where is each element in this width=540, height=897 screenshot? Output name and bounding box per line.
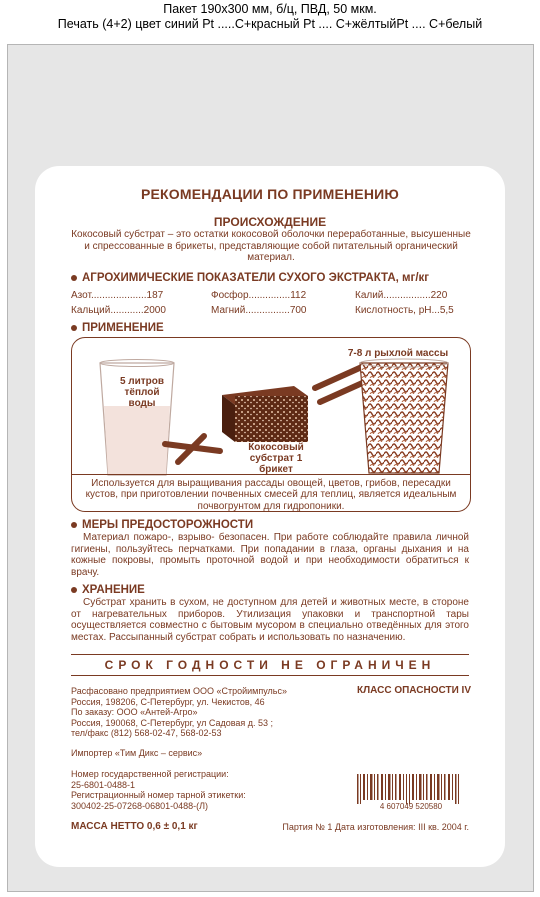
agro-item-calcium: Кальций............2000 — [71, 305, 166, 316]
usage-diagram — [71, 337, 471, 512]
packer-line: Россия, 198206, С-Петербург, ул. Чекистов, 46 — [71, 696, 265, 707]
bullet-icon — [71, 325, 77, 331]
packer-line: Россия, 190068, С-Петербург, ул Садовая д. 53 ; — [71, 717, 274, 728]
agro-heading-text: АГРОХИМИЧЕСКИЕ ПОКАЗАТЕЛИ СУХОГО ЭКСТРАКТА, мг/кг — [82, 272, 430, 284]
usage-heading — [71, 322, 164, 334]
water-label: 5 литров тёплой воды — [119, 376, 165, 409]
coconut-brick-icon — [222, 386, 308, 442]
agro-item-potassium: Калий.................220 — [355, 290, 448, 301]
hazard-class: КЛАСС ОПАСНОСТИ IV — [357, 685, 471, 696]
registration-line: 25-6801-0488-1 — [71, 779, 136, 790]
registration-info — [71, 769, 331, 811]
precautions-text: Материал пожаро-, взрыво- безопасен. При работе соблюдайте правила личной гигиены, пользуйтесь перчатками. При попадании в глаза, органы дыхания и на кожные покровы, промыть проточной водой и при необходимости обратиться к врачу. — [71, 532, 469, 578]
precautions-heading — [71, 519, 253, 531]
usage-heading-text: ПРИМЕНЕНИЕ — [82, 322, 164, 334]
storage-text: Субстрат хранить в сухом, не доступном для детей и животных месте, в стороне от нагревательных приборов. Утилизация упаковки и транспортной тары осуществляется совместно с бытовым мусором в специально отведённых для этого местах. Рассыпанный субстрат собрать и использовать по назначению. — [71, 597, 469, 643]
packer-line: Расфасовано предприятием ООО «Стройимпульс» — [71, 686, 287, 696]
print-spec-line-2: Печать (4+2) цвет синий Pt .....С+красный Pt .... С+жёлтыйPt .... С+белый — [57, 17, 483, 31]
batch-info: Партия № 1 Дата изготовления: III кв. 2004 г. — [282, 822, 469, 832]
agro-item-nitrogen: Азот....................187 — [71, 290, 164, 301]
registration-line: Номер государственной регистрации: — [71, 769, 229, 779]
barcode — [353, 774, 469, 812]
origin-heading: ПРОИСХОЖДЕНИЕ — [213, 215, 327, 229]
usage-text: Используется для выращивания рассады овощей, цветов, грибов, пересадки кустов, при приготовлении почвенных смесей для теплиц, является идеальным почвогрунтом для гидропоники. — [85, 478, 457, 512]
bullet-icon — [71, 587, 77, 593]
loose-substrate-glass-icon — [360, 359, 448, 473]
registration-line: Регистрационный номер тарной этикетки: — [71, 790, 246, 800]
net-mass: МАССА НЕТТО 0,6 ± 0,1 кг — [71, 821, 198, 832]
result-label: 7-8 л рыхлой массы — [347, 348, 449, 359]
packer-info — [71, 686, 331, 739]
bullet-icon — [71, 522, 77, 528]
page-title: РЕКОМЕНДАЦИИ ПО ПРИМЕНЕНИЮ — [140, 186, 400, 202]
registration-line: 300402-25-07268-06801-0488-(Л) — [71, 800, 209, 811]
label-card — [35, 166, 505, 867]
plus-icon — [165, 436, 220, 462]
shelf-life-banner: СРОК ГОДНОСТИ НЕ ОГРАНИЧЕН — [71, 654, 469, 676]
origin-text: Кокосовый субстрат – это остатки кокосовой оболочки переработанные, высушенные и спрессованные в брикеты, представляющие собой питательный органический материал. — [71, 229, 471, 263]
agro-heading — [71, 272, 429, 284]
brick-label: Кокосовый субстрат 1 брикет — [248, 442, 304, 475]
precautions-heading-text: МЕРЫ ПРЕДОСТОРОЖНОСТИ — [82, 519, 254, 531]
barcode-number: 4 607049 520580 — [379, 802, 443, 811]
storage-heading-text: ХРАНЕНИЕ — [82, 584, 145, 596]
agro-item-acidity: Кислотность, рН...5,5 — [355, 305, 454, 316]
storage-heading — [71, 584, 145, 596]
agro-item-magnesium: Магний................700 — [211, 305, 307, 316]
agro-item-phosphorus: Фосфор...............112 — [211, 290, 307, 301]
packer-line: тел/факс (812) 568-02-47, 568-02-53 — [71, 728, 222, 738]
bullet-icon — [71, 275, 77, 281]
print-spec-line-1: Пакет 190х300 мм, б/ц, ПВД, 50 мкм. — [163, 2, 377, 16]
diagram-divider — [72, 474, 470, 475]
packer-line: По заказу: ООО «Антей-Агро» — [71, 707, 198, 717]
importer: Импортер «Тим Дикс – сервис» — [71, 748, 203, 758]
